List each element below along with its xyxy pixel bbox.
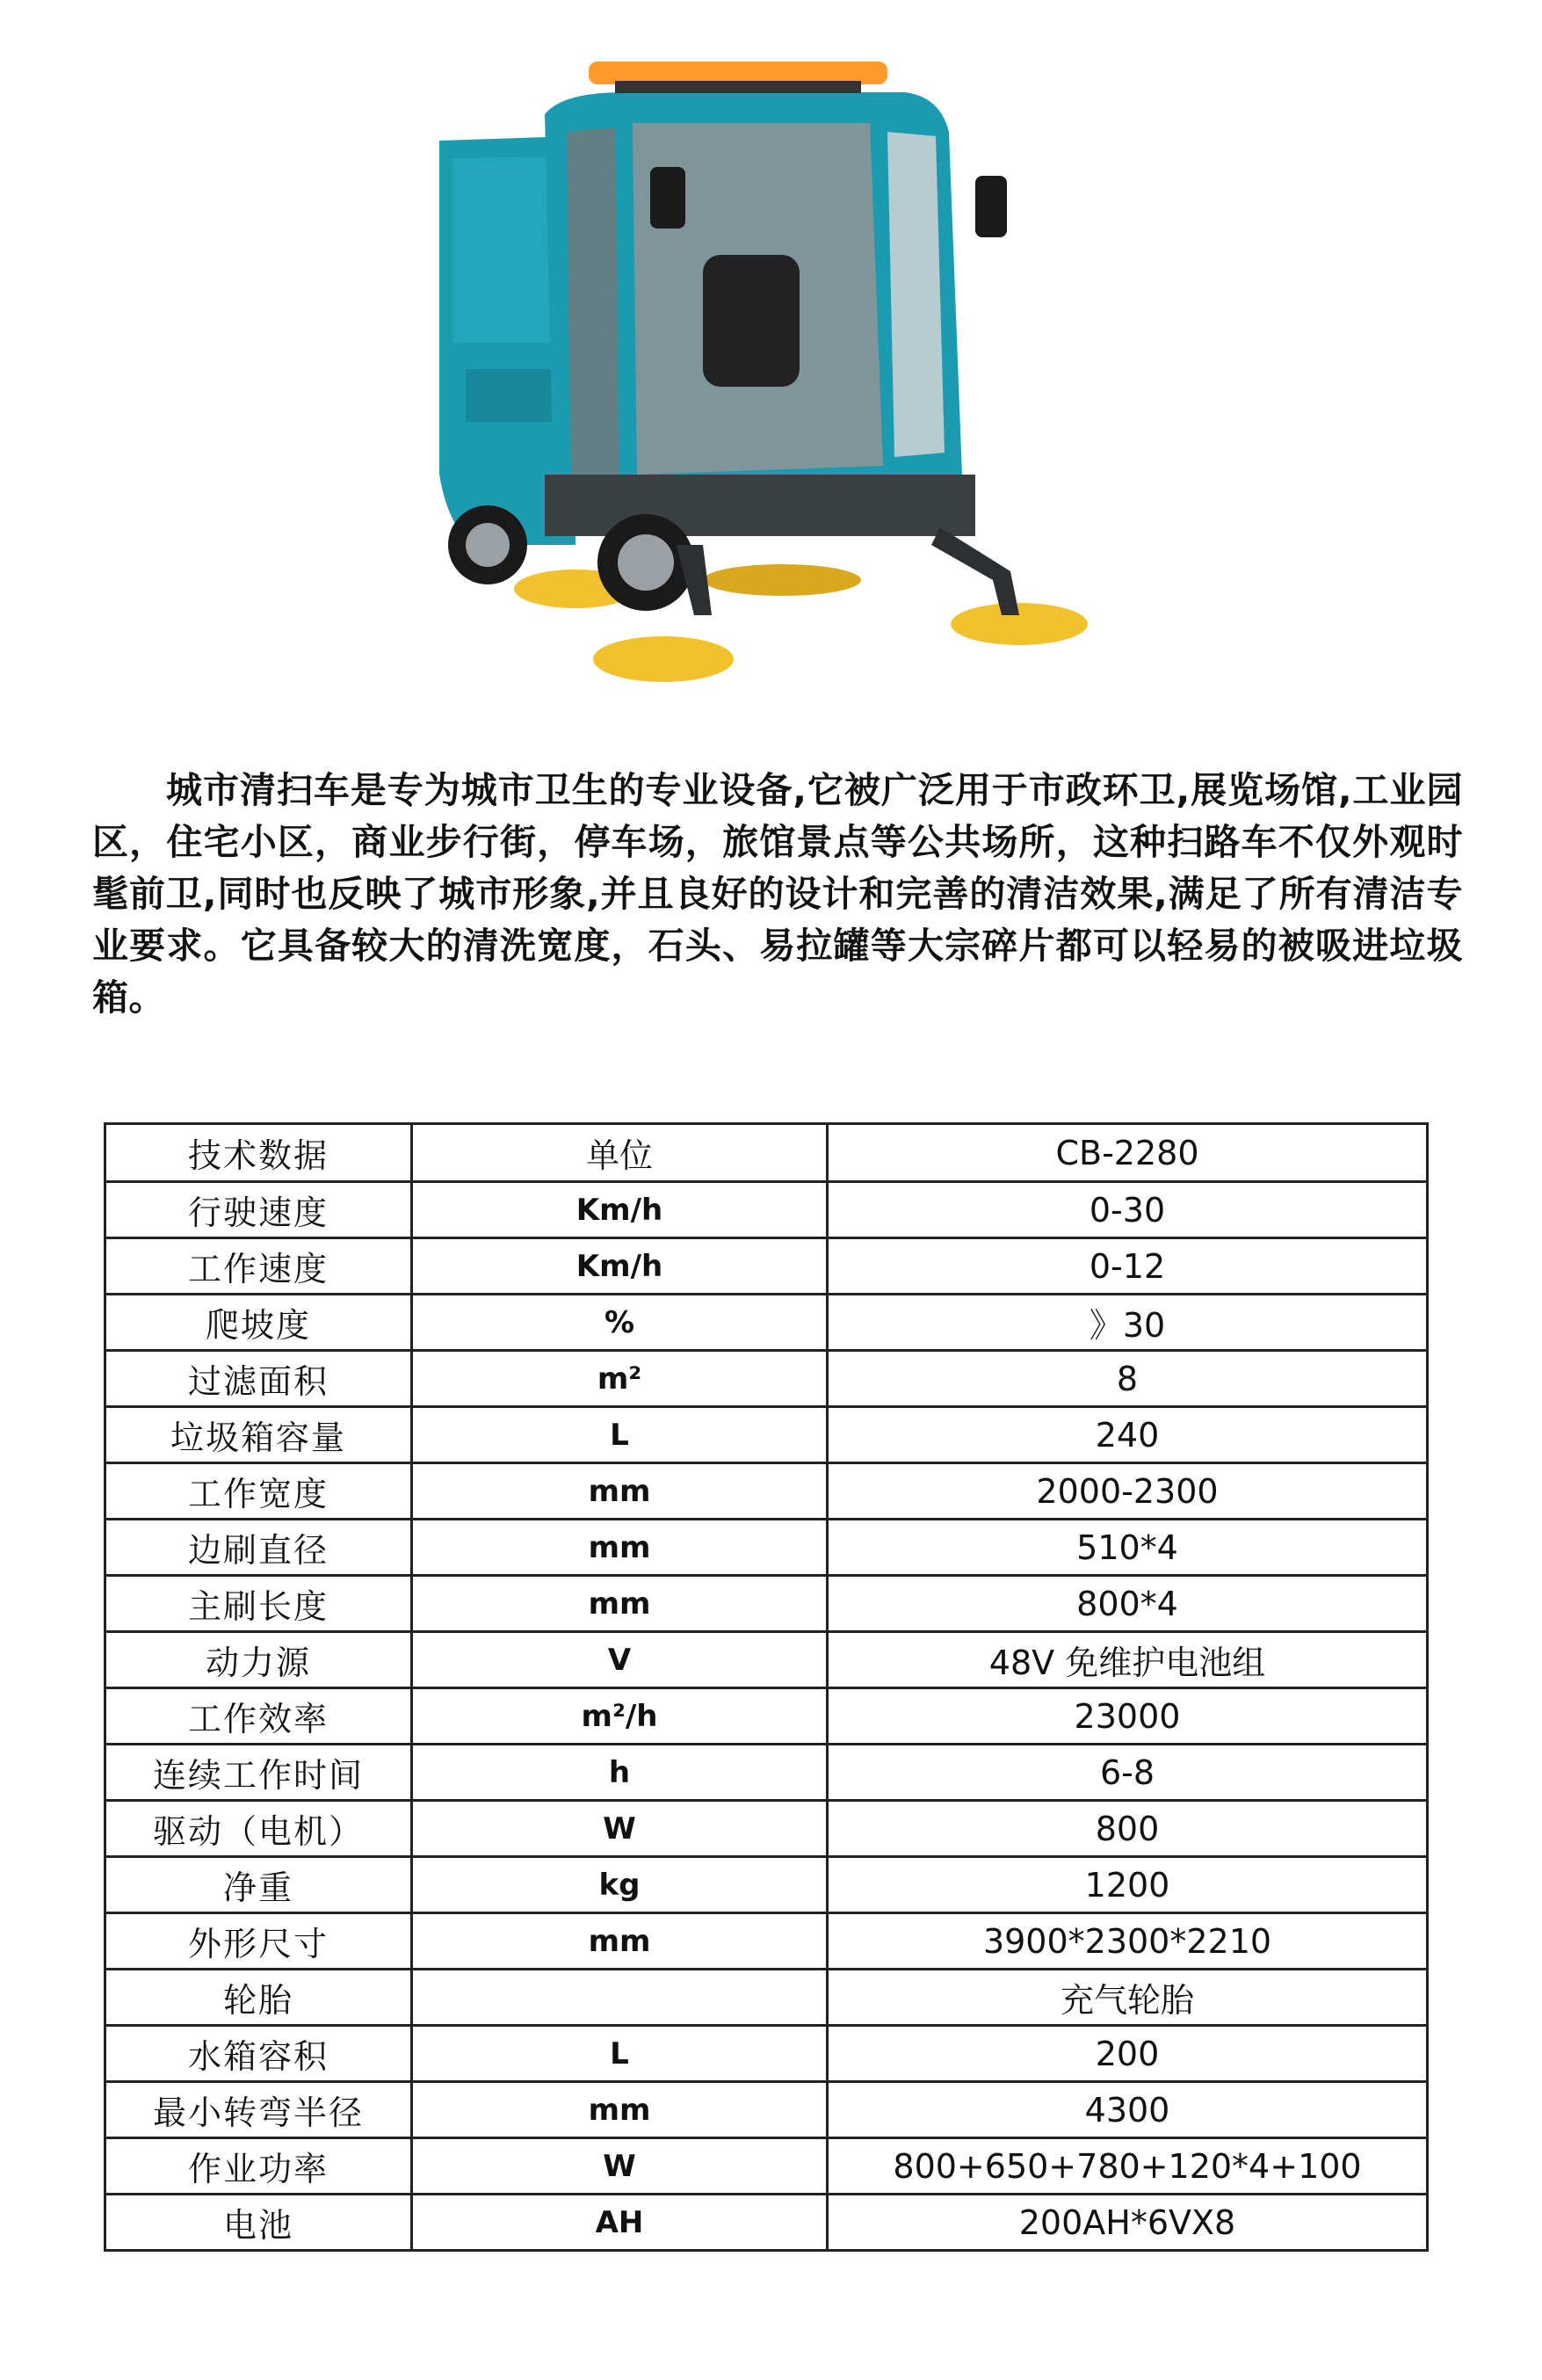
intro-text: 城市清扫车是专为城市卫生的专业设备,它被广泛用于市政环卫,展览场馆,工业园区，住宅小区，商业步行街，停车场，旅馆景点等公共场所，这种扫路车不仅外观时髦前卫,同时也反映了城市形象,并且良好的设计和完善的清洁效果,满足了所有清洁专业要求。它具备较大的清洗宽度，石头、易拉罐等大宗碎片都可以轻易的被吸进垃圾箱。 <box>92 769 1463 1019</box>
spec-value: 200AH*6VX8 <box>828 2195 1428 2251</box>
street-sweeper-vehicle-photo <box>413 53 1116 703</box>
spec-unit: Km/h <box>412 1182 828 1238</box>
spec-name: 垃圾箱容量 <box>105 1407 412 1463</box>
spec-value: 0-30 <box>828 1182 1428 1238</box>
spec-value: 0-12 <box>828 1238 1428 1295</box>
spec-unit: h <box>412 1745 828 1801</box>
spec-value: 510*4 <box>828 1520 1428 1576</box>
spec-value: 800+650+780+120*4+100 <box>828 2138 1428 2195</box>
table-row <box>105 2138 1428 2195</box>
spec-name: 电池 <box>105 2195 412 2251</box>
table-header-row <box>105 1124 1428 1182</box>
header-unit: 单位 <box>412 1124 828 1182</box>
spec-unit: L <box>412 1407 828 1463</box>
spec-unit: mm <box>412 1463 828 1520</box>
table-row <box>105 1632 1428 1688</box>
table-row <box>105 2082 1428 2138</box>
table-row <box>105 1970 1428 2026</box>
spec-name: 外形尺寸 <box>105 1913 412 1970</box>
spec-name: 行驶速度 <box>105 1182 412 1238</box>
spec-unit: W <box>412 1801 828 1857</box>
spec-unit <box>412 1970 828 2026</box>
header-model: CB-2280 <box>828 1124 1428 1182</box>
spec-value: 4300 <box>828 2082 1428 2138</box>
spec-value: 3900*2300*2210 <box>828 1913 1428 1970</box>
spec-name: 过滤面积 <box>105 1351 412 1407</box>
spec-value: 》30 <box>828 1295 1428 1351</box>
spec-unit: mm <box>412 1913 828 1970</box>
spec-unit: mm <box>412 2082 828 2138</box>
spec-unit: m²/h <box>412 1688 828 1745</box>
table-row <box>105 1913 1428 1970</box>
spec-name: 最小转弯半径 <box>105 2082 412 2138</box>
spec-value: 2000-2300 <box>828 1463 1428 1520</box>
spec-name: 动力源 <box>105 1632 412 1688</box>
spec-unit: L <box>412 2026 828 2082</box>
table-row <box>105 1182 1428 1238</box>
spec-name: 连续工作时间 <box>105 1745 412 1801</box>
spec-value: 6-8 <box>828 1745 1428 1801</box>
spec-name: 边刷直径 <box>105 1520 412 1576</box>
table-row <box>105 1688 1428 1745</box>
spec-name: 净重 <box>105 1857 412 1913</box>
spec-value: 200 <box>828 2026 1428 2082</box>
spec-value: 800 <box>828 1801 1428 1857</box>
table-row <box>105 1463 1428 1520</box>
table-row <box>105 1407 1428 1463</box>
spec-value: 48V 免维护电池组 <box>828 1632 1428 1688</box>
table-row <box>105 1351 1428 1407</box>
table-row <box>105 1295 1428 1351</box>
table-row <box>105 1520 1428 1576</box>
table-row <box>105 2026 1428 2082</box>
spec-name: 水箱容积 <box>105 2026 412 2082</box>
spec-table <box>104 1122 1429 2252</box>
spec-name: 轮胎 <box>105 1970 412 2026</box>
spec-value: 8 <box>828 1351 1428 1407</box>
spec-name: 驱动（电机） <box>105 1801 412 1857</box>
table-row <box>105 1801 1428 1857</box>
spec-unit: % <box>412 1295 828 1351</box>
spec-value: 1200 <box>828 1857 1428 1913</box>
spec-unit: m² <box>412 1351 828 1407</box>
spec-name: 主刷长度 <box>105 1576 412 1632</box>
spec-value: 240 <box>828 1407 1428 1463</box>
table-row <box>105 2195 1428 2251</box>
spec-value: 800*4 <box>828 1576 1428 1632</box>
table-row <box>105 1745 1428 1801</box>
spec-name: 工作效率 <box>105 1688 412 1745</box>
table-row <box>105 1857 1428 1913</box>
spec-name: 爬坡度 <box>105 1295 412 1351</box>
spec-unit: V <box>412 1632 828 1688</box>
spec-unit: mm <box>412 1520 828 1576</box>
spec-unit: kg <box>412 1857 828 1913</box>
spec-name: 作业功率 <box>105 2138 412 2195</box>
header-tech-data: 技术数据 <box>105 1124 412 1182</box>
spec-unit: W <box>412 2138 828 2195</box>
table-row <box>105 1238 1428 1295</box>
spec-unit: AH <box>412 2195 828 2251</box>
spec-unit: mm <box>412 1576 828 1632</box>
intro-paragraph <box>92 765 1463 1024</box>
table-row <box>105 1576 1428 1632</box>
spec-unit: Km/h <box>412 1238 828 1295</box>
spec-name: 工作速度 <box>105 1238 412 1295</box>
spec-value: 23000 <box>828 1688 1428 1745</box>
spec-name: 工作宽度 <box>105 1463 412 1520</box>
spec-value: 充气轮胎 <box>828 1970 1428 2026</box>
